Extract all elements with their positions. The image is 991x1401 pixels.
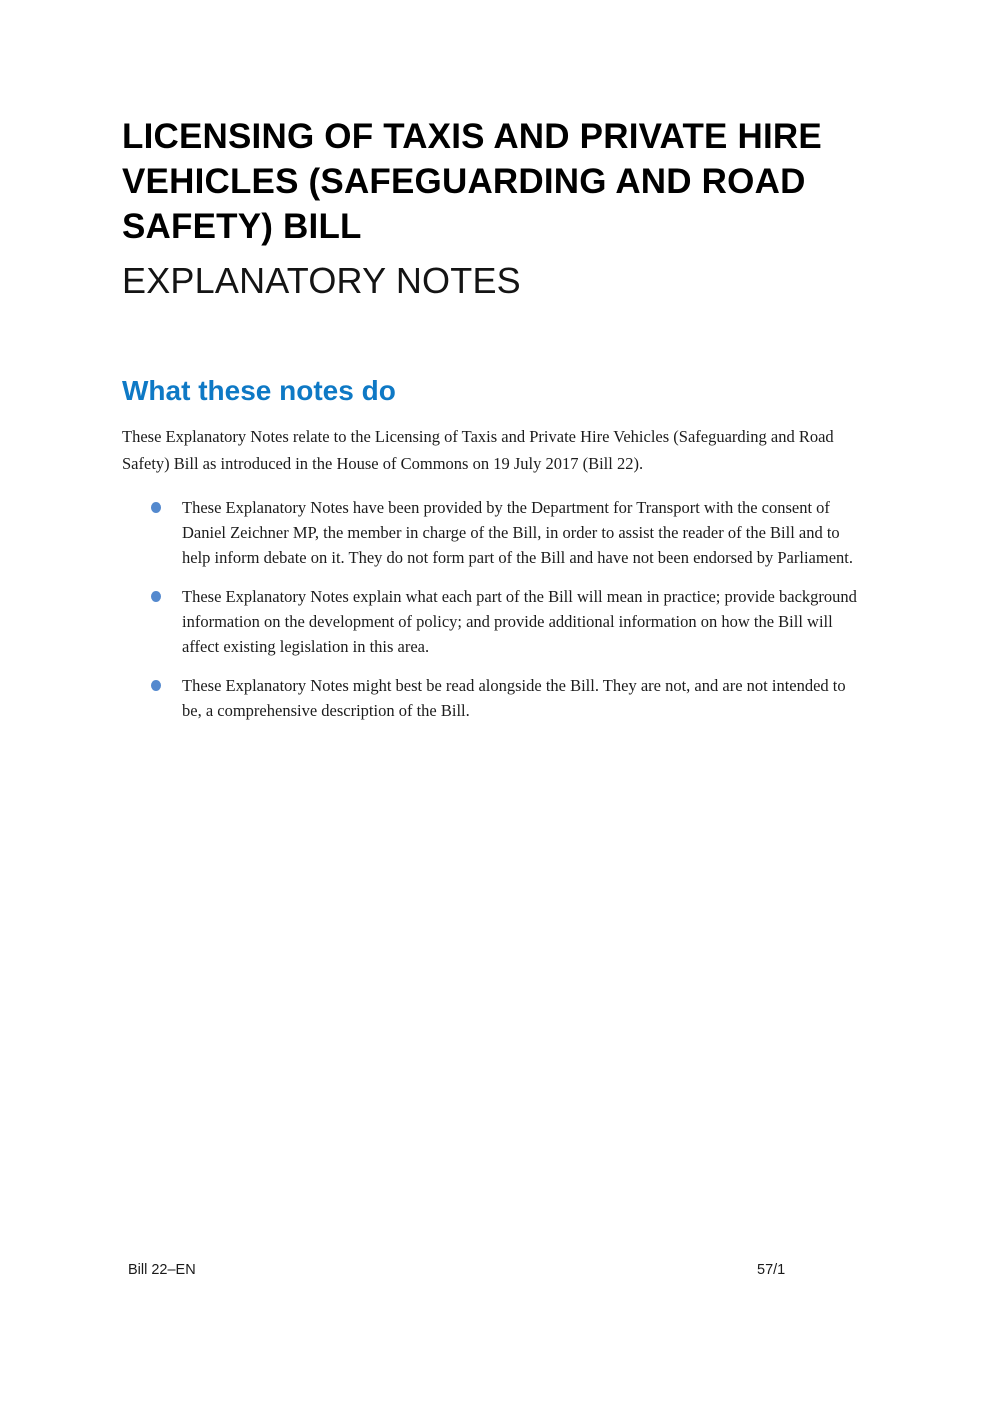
footer-session-number: 57/1: [757, 1262, 786, 1278]
bullet-item: [122, 495, 868, 570]
document-content: [122, 0, 868, 737]
document-subtitle: EXPLANATORY NOTES: [122, 260, 521, 301]
bill-title: LICENSING OF TAXIS AND PRIVATE HIRE VEHICLES (SAFEGUARDING AND ROAD SAFETY) BILL: [122, 117, 822, 246]
bullet-dot-icon: [151, 591, 161, 602]
bullet-item: [122, 673, 868, 723]
bullet-list: [122, 495, 868, 723]
section-heading: What these notes do: [122, 375, 396, 406]
bullet-text: These Explanatory Notes explain what each part of the Bill will mean in practice; provide background information on the development of policy; and provide additional information on how the Bill will affect existing legislation in this area.: [182, 587, 857, 656]
intro-paragraph: These Explanatory Notes relate to the Licensing of Taxis and Private Hire Vehicles (Safeguarding and Road Safety) Bill as introduced in the House of Commons on 19 July 2017 (Bill 22).: [122, 427, 834, 473]
bullet-item: [122, 584, 868, 659]
bullet-dot-icon: [151, 680, 161, 691]
bullet-text: These Explanatory Notes have been provided by the Department for Transport with the consent of Daniel Zeichner MP, the member in charge of the Bill, in order to assist the reader of the Bill and to help inform debate on it. They do not form part of the Bill and have not been endorsed by Parliament.: [182, 498, 853, 567]
bullet-dot-icon: [151, 502, 161, 513]
bullet-text: These Explanatory Notes might best be read alongside the Bill. They are not, and are not intended to be, a comprehensive description of the Bill.: [182, 676, 846, 720]
footer-bill-number: Bill 22–EN: [128, 1262, 196, 1278]
